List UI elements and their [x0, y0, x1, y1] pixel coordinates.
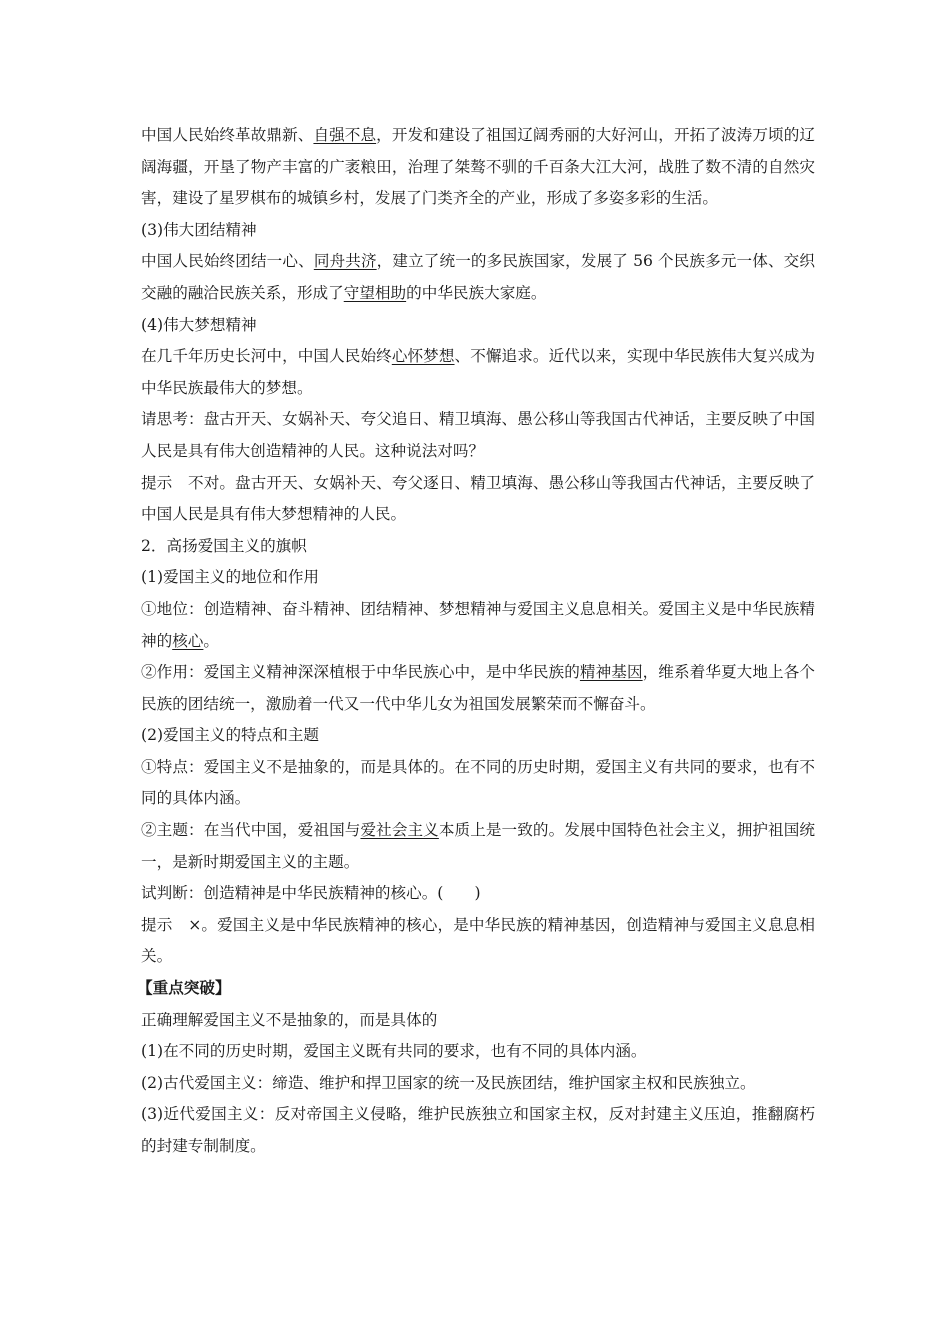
underlined-term: 爱社会主义: [360, 821, 439, 840]
paragraph-dream-spirit: 在几千年历史长河中，中国人民始终心怀梦想、不懈追求。近代以来，实现中华民族伟大复兴成为中华民族最伟大的梦想。: [141, 347, 815, 397]
subheading-status-role: (1)爱国主义的地位和作用: [141, 568, 320, 587]
question-think: 请思考：盘古开天、女娲补天、夸父追日、精卫填海、愚公移山等我国古代神话，主要反映了中国人民是具有伟大创造精神的人民。这种说法对吗？: [141, 410, 815, 460]
key-breakthrough-heading: 【重点突破】: [137, 979, 231, 998]
hint-answer-1: 提示 不对。盘古开天、女娲补天、夸父逐日、精卫填海、愚公移山等我国古代神话，主要反映了中国人民是具有伟大梦想精神的人民。: [141, 473, 815, 524]
underlined-term: 自强不息: [313, 126, 377, 144]
heading-unity-spirit: (3)伟大团结精神: [141, 220, 257, 239]
document-body: [137, 120, 815, 1163]
underlined-term: 核心: [172, 631, 204, 650]
paragraph-struggle-spirit: 中国人民始终革故鼎新、自强不息，开发和建设了祖国辽阔秀丽的大好河山，开拓了波涛万顷的辽阔海疆，开垦了物产丰富的广袤粮田，治理了桀骜不驯的千百条大江大河，战胜了数不清的自然灾害，建设了星罗棋布的城镇乡村，发展了门类齐全的产业，形成了多姿多彩的生活。: [141, 126, 815, 208]
item-role: ②作用：爱国主义精神深深植根于中华民族心中，是中华民族的精神基因，维系着华夏大地上各个民族的团结统一，激励着一代又一代中华儿女为祖国发展繁荣而不懈奋斗。: [141, 663, 815, 713]
subheading-features-theme: (2)爱国主义的特点和主题: [141, 726, 320, 745]
hint-answer-2: 提示 ×。爱国主义是中华民族精神的核心，是中华民族的精神基因，创造精神与爱国主义息息相关。: [141, 915, 815, 966]
key-point-1: (1)在不同的历史时期，爱国主义既有共同的要求，也有不同的具体内涵。: [141, 1042, 647, 1061]
paragraph-unity-spirit: 中国人民始终团结一心、同舟共济，建立了统一的多民族国家，发展了 56 个民族多元一体、交织交融的融洽民族关系，形成了守望相助的中华民族大家庭。: [141, 252, 815, 302]
key-point-2: (2)古代爱国主义：缔造、维护和捍卫国家的统一及民族团结，维护国家主权和民族独立。: [141, 1073, 756, 1092]
underlined-term: 心怀梦想: [391, 347, 455, 366]
key-point-3: (3)近代爱国主义：反对帝国主义侵略，维护民族独立和国家主权，反对封建主义压迫，推翻腐朽的封建专制制度。: [141, 1105, 815, 1155]
item-theme: ②主题：在当代中国，爱祖国与爱社会主义本质上是一致的。发展中国特色社会主义，拥护祖国统一，是新时期爱国主义的主题。: [141, 821, 815, 871]
key-lead: 正确理解爱国主义不是抽象的，而是具体的: [141, 1010, 438, 1029]
underlined-term: 精神基因: [579, 663, 643, 682]
underlined-term: 同舟共济: [313, 252, 377, 271]
section-heading-patriotism: 2．高扬爱国主义的旗帜: [141, 536, 307, 555]
underlined-term: 守望相助: [343, 283, 407, 302]
item-status: ①地位：创造精神、奋斗精神、团结精神、梦想精神与爱国主义息息相关。爱国主义是中华民族精神的核心。: [141, 599, 815, 650]
item-features: ①特点：爱国主义不是抽象的，而是具体的。在不同的历史时期，爱国主义有共同的要求，也有不同的具体内涵。: [141, 757, 815, 808]
heading-dream-spirit: (4)伟大梦想精神: [141, 315, 257, 334]
judge-question: 试判断：创造精神是中华民族精神的核心。( ): [141, 884, 481, 903]
